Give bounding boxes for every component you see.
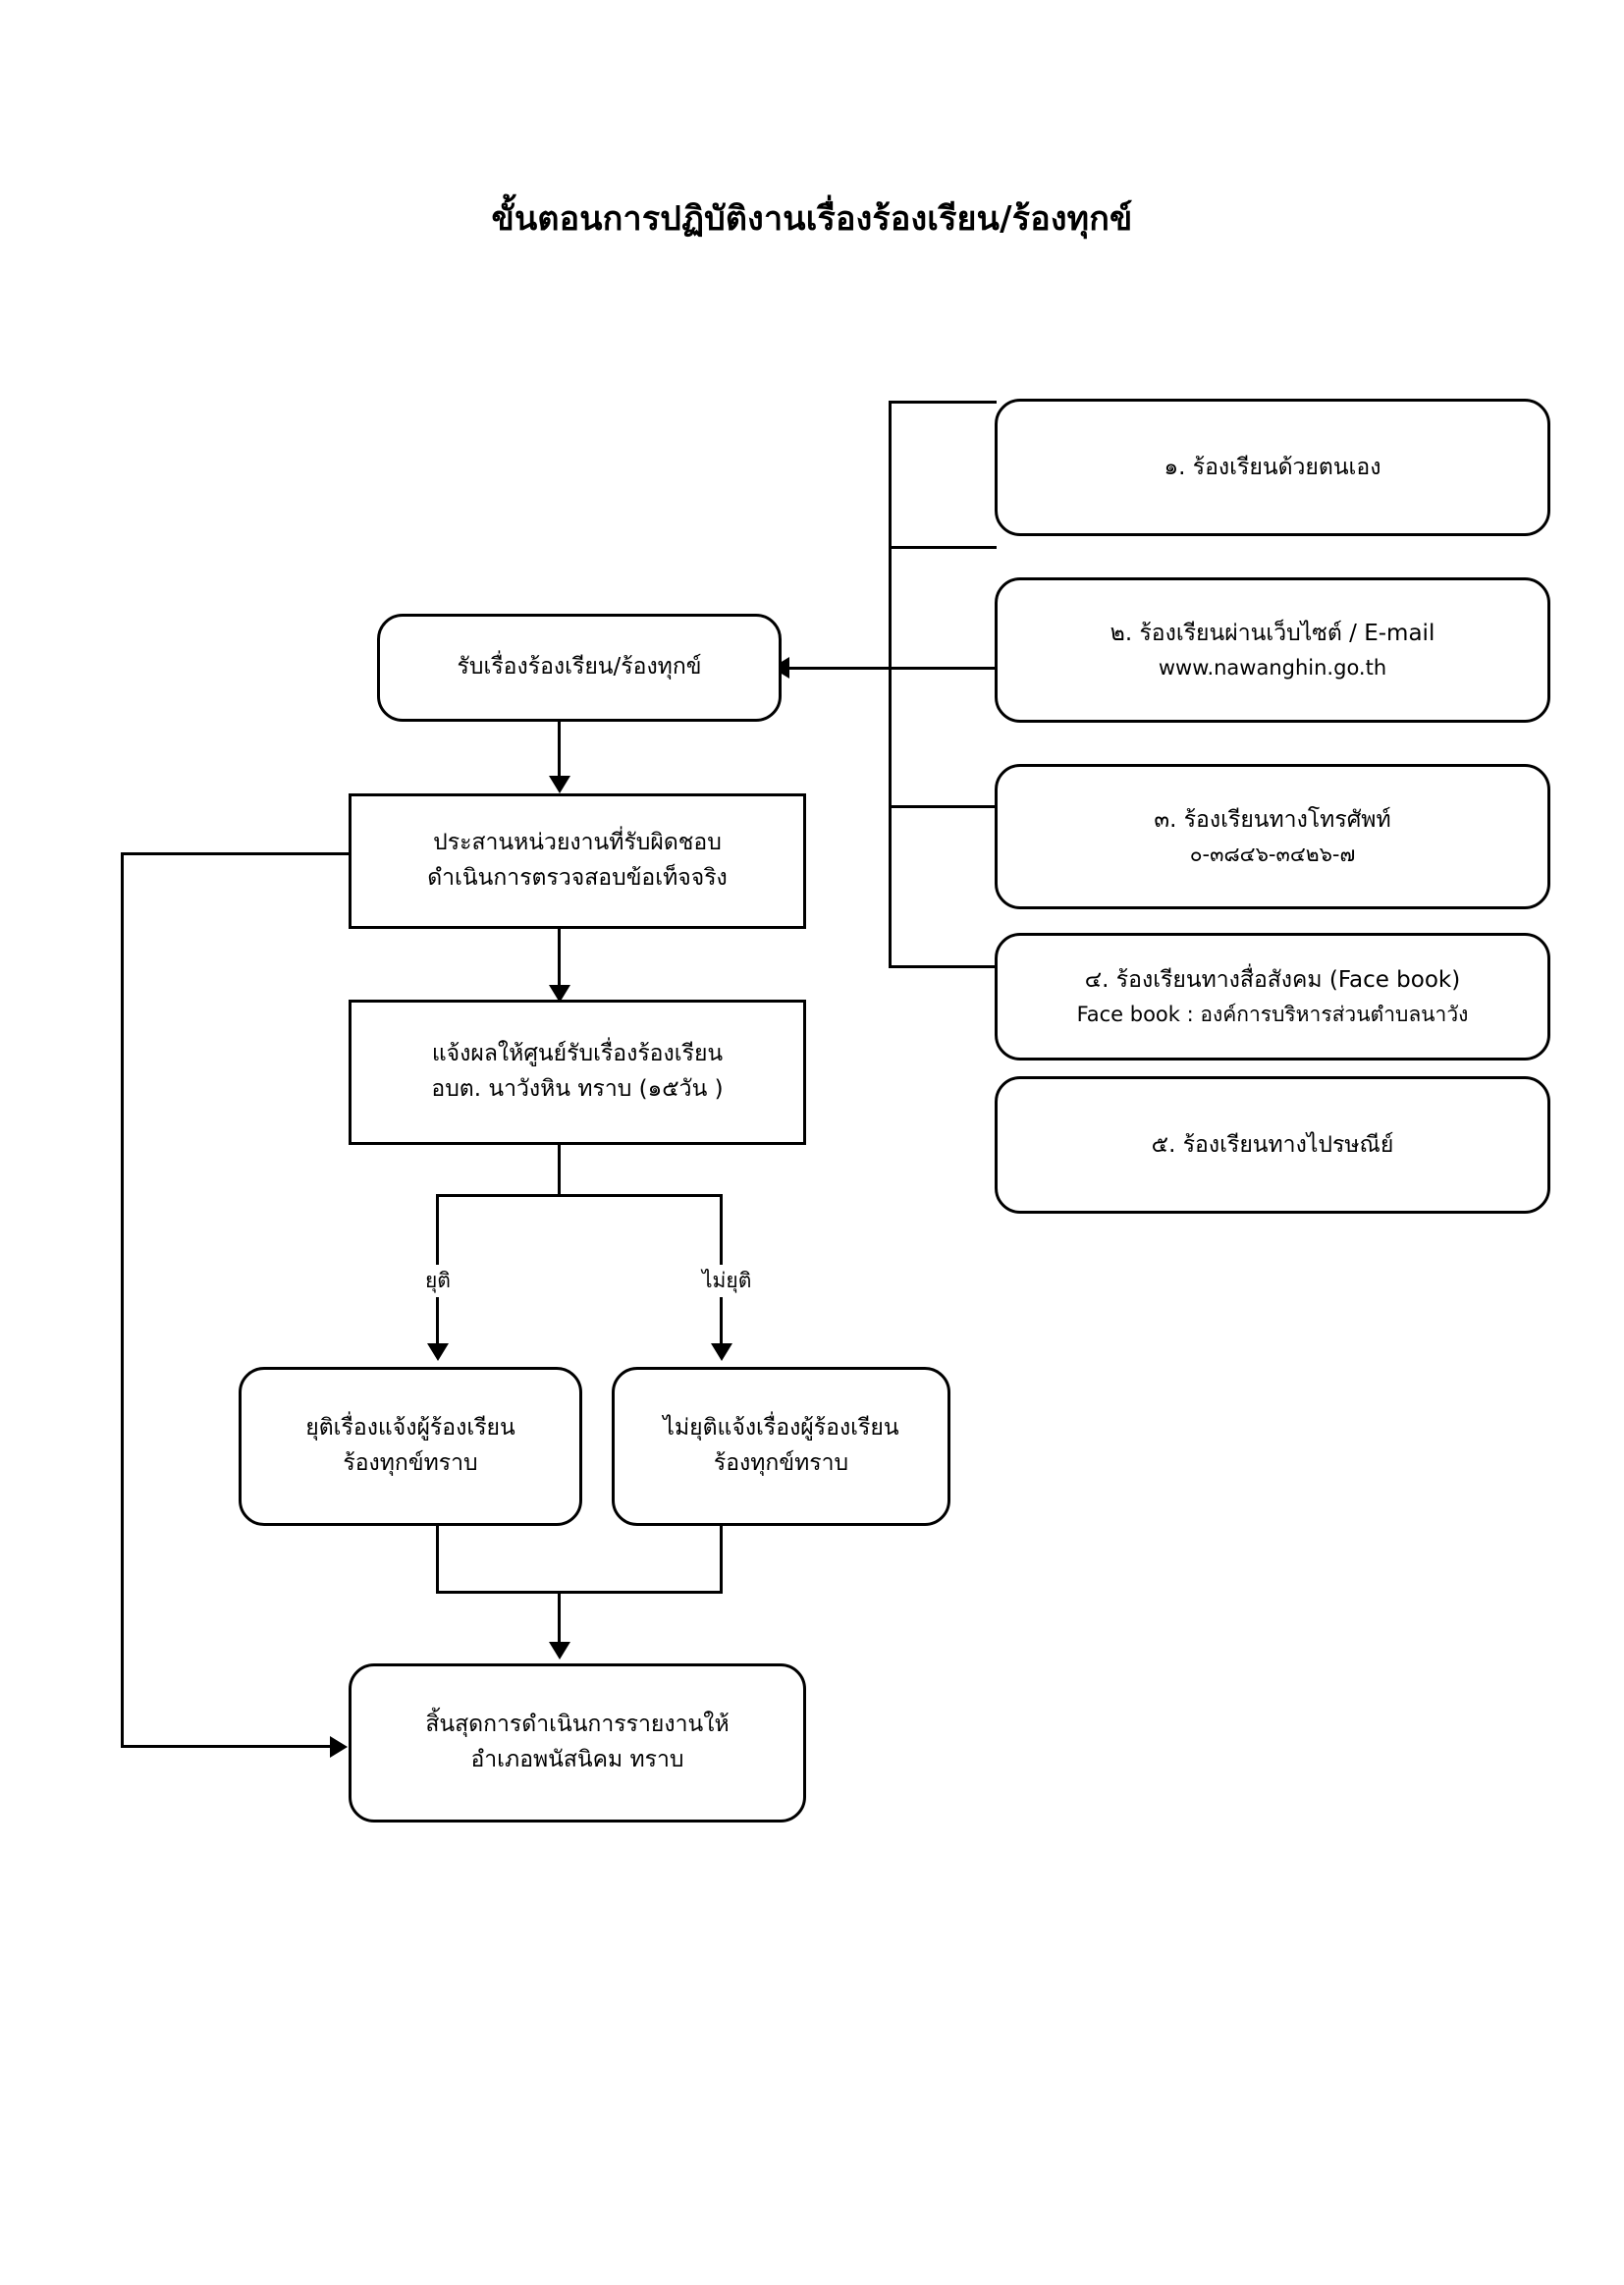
- node-receive-line1: รับเรื่องร้องเรียน/ร้องทุกข์: [457, 654, 702, 680]
- edge-not-closed-merge-stem: [720, 1526, 723, 1593]
- channel-3-line2: ๐-๓๘๔๖-๓๔๒๖-๗: [1189, 842, 1356, 866]
- edge-report-split-stem: [558, 1145, 561, 1196]
- edge-label-closed: ยุติ: [422, 1265, 454, 1297]
- edge-coordinate-to-report: [558, 929, 561, 993]
- node-closed: [239, 1367, 582, 1526]
- node-not-closed-line1: ไม่ยุติแจ้งเรื่องผู้ร้องเรียน: [663, 1415, 899, 1442]
- node-not-closed: [612, 1367, 950, 1526]
- channel-box-4: [995, 933, 1550, 1061]
- edge-closed-merge-stem: [436, 1526, 439, 1593]
- feedback-loop-bottom: [121, 1745, 332, 1748]
- node-coordinate-line2: ดำเนินการตรวจสอบข้อเท็จจริง: [427, 865, 728, 891]
- feedback-loop-top: [121, 852, 352, 855]
- node-closed-line1: ยุติเรื่องแจ้งผู้ร้องเรียน: [305, 1415, 515, 1442]
- channel-stub-4: [889, 965, 997, 968]
- edge-branch-not-closed-arrowhead: [711, 1343, 732, 1361]
- node-end-line1: สิ้นสุดการดำเนินการรายงานให้: [425, 1712, 730, 1738]
- channel-box-3: [995, 764, 1550, 909]
- channel-stub-1: [889, 401, 997, 404]
- node-report-center-line2: อบต. นาวังหิน ทราบ (๑๕วัน ): [431, 1076, 724, 1102]
- channel-stub-2-top: [889, 546, 997, 549]
- node-closed-line2: ร้องทุกข์ทราบ: [343, 1450, 478, 1476]
- feedback-loop-vertical: [121, 852, 124, 1748]
- edge-branch-closed-arrowhead: [427, 1343, 449, 1361]
- page-title: ขั้นตอนการปฏิบัติงานเรื่องร้องเรียน/ร้องทุกข์: [491, 199, 1133, 239]
- feedback-loop-arrowhead: [330, 1736, 348, 1758]
- edge-merge-to-end: [558, 1591, 561, 1650]
- edge-receive-to-coordinate: [558, 722, 561, 784]
- channel-bus-vertical: [889, 401, 892, 968]
- channel-box-2: [995, 577, 1550, 723]
- channel-2-line2: www.nawanghin.go.th: [1158, 655, 1387, 680]
- channel-2-line1: ๒. ร้องเรียนผ่านเว็บไซต์ / E-mail: [1110, 620, 1435, 646]
- edge-receive-to-coordinate-arrowhead: [549, 776, 570, 793]
- channel-5-line1: ๕. ร้องเรียนทางไปรษณีย์: [1151, 1131, 1394, 1158]
- channel-4-line1: ๔. ร้องเรียนทางสื่อสังคม (Face book): [1084, 966, 1461, 993]
- edge-merge-bar: [436, 1591, 723, 1594]
- channel-1-line1: ๑. ร้องเรียนด้วยตนเอง: [1164, 454, 1381, 480]
- node-coordinate-line1: ประสานหน่วยงานที่รับผิดชอบ: [433, 830, 722, 856]
- channel-box-1: [995, 399, 1550, 536]
- edge-label-not-closed: ไม่ยุติ: [699, 1265, 754, 1297]
- node-report-center-line1: แจ้งผลให้ศูนย์รับเรื่องร้องเรียน: [431, 1041, 724, 1067]
- node-not-closed-line2: ร้องทุกข์ทราบ: [713, 1450, 849, 1476]
- node-end: [349, 1663, 806, 1823]
- node-report-center: [349, 1000, 806, 1145]
- channel-stub-3: [889, 805, 997, 808]
- channels-to-receive-line: [785, 667, 995, 670]
- channel-4-line2: Face book : องค์การบริหารส่วนตำบลนาวัง: [1076, 1002, 1469, 1026]
- node-end-line2: อำเภอพนัสนิคม ทราบ: [470, 1747, 684, 1772]
- channel-3-line1: ๓. ร้องเรียนทางโทรศัพท์: [1154, 806, 1391, 833]
- node-receive: [377, 614, 782, 722]
- edge-report-split-bar: [436, 1194, 723, 1197]
- channel-box-5: [995, 1076, 1550, 1214]
- edge-merge-to-end-arrowhead: [549, 1642, 570, 1659]
- node-coordinate: [349, 793, 806, 929]
